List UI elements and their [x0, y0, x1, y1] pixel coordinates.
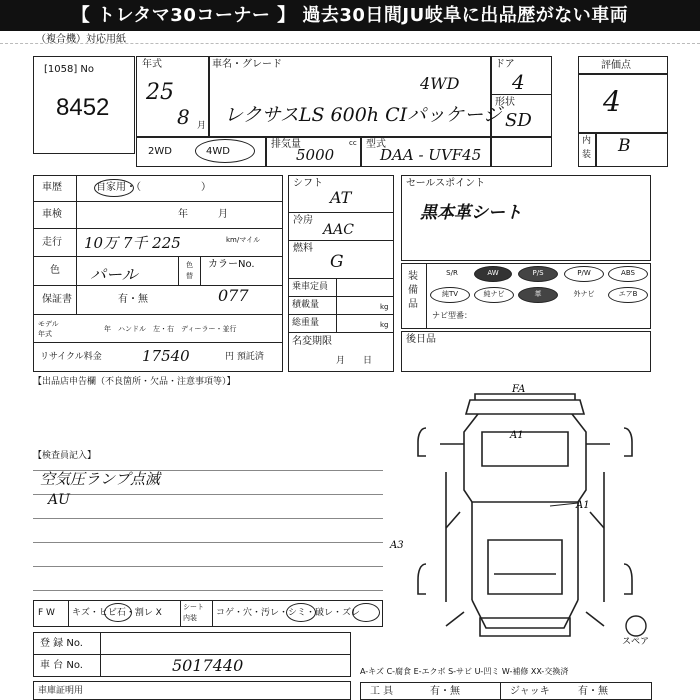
displacement-value: 5000 — [296, 146, 335, 164]
recycle-label: リサイクル料金 — [40, 352, 102, 362]
diagram-mark-hood: A1 — [510, 430, 524, 441]
shift-value: AT — [330, 188, 352, 207]
month-value: 8 — [177, 105, 190, 129]
equip-sr: S/R — [446, 269, 458, 277]
chassis-number: 5017440 — [172, 656, 244, 675]
seat-label-1: シート — [183, 603, 204, 611]
jack-label: ジャッキ — [510, 686, 550, 697]
name-change-label: 名変期限 — [292, 336, 332, 347]
load-unit: kg — [380, 303, 389, 311]
after-items-label: 後日品 — [406, 334, 436, 345]
color-value: パール — [90, 265, 138, 284]
mileage-label: 走行 — [42, 237, 62, 248]
shaken-value: 年 月 — [178, 209, 228, 220]
seat-row: コゲ・穴・汚レ・シミ・破レ・ズレ — [216, 608, 361, 618]
garage-cert-label: 車庫証明用 — [38, 686, 84, 696]
name-change-value: 月 日 — [336, 356, 373, 366]
warranty-label: 保証書 — [42, 294, 72, 305]
ac-value: AAC — [323, 222, 354, 238]
equip-pw: P/W — [577, 269, 591, 277]
drive-note: 4WD — [420, 74, 460, 93]
model-code-label: 型式 — [366, 139, 386, 150]
model-year-label-1: モデル — [38, 320, 59, 328]
capacity-label: 乗車定員 — [292, 282, 329, 292]
cc-unit: cc — [349, 139, 357, 147]
color-no: 077 — [218, 286, 249, 305]
registration-label: 登 録 No. — [40, 638, 83, 649]
model-year-label-2: 年式 — [38, 330, 52, 338]
car-name: レクサスLS 600h CIパッケージ — [224, 104, 502, 126]
equip-aw: AW — [487, 269, 499, 277]
navi-model-label: ナビ型番： — [432, 311, 472, 320]
model-year-row: 年 ハンドル 左・右 ディーラー・並行 — [104, 325, 237, 333]
ac-label: 冷房 — [293, 215, 313, 226]
grade-label: 評価点 — [601, 60, 631, 71]
diagram-mark-side: A1 — [576, 500, 590, 511]
interior-label-2: 装 — [582, 150, 592, 160]
shaken-label: 車検 — [42, 209, 62, 220]
fuel-value: G — [330, 252, 344, 272]
mileage-value: 10万 7千 225 — [84, 234, 181, 252]
stone-chip-circle — [104, 603, 132, 622]
equip-ps: P/S — [532, 269, 544, 277]
load-label: 積載量 — [292, 300, 320, 310]
shape-value: SD — [505, 110, 532, 131]
title-banner: 【 トレタマ30コーナー 】 過去30日間JU岐阜に出品歴がない車両 — [0, 0, 700, 31]
lot-number: 8452 — [56, 94, 110, 121]
recycle-value: 17540 — [142, 347, 190, 365]
equip-leather: 革 — [534, 290, 542, 298]
color-label: 色 — [50, 265, 60, 276]
tools-box — [360, 682, 652, 700]
equip-airbag: エアB — [618, 290, 638, 298]
history-value: 自家用・（ ） — [96, 182, 211, 193]
history-label: 車歴 — [42, 182, 62, 193]
shift-label: シフト — [293, 178, 323, 189]
lot-tag: [1058] No — [44, 64, 95, 75]
fuel-label: 燃料 — [293, 243, 313, 254]
color-no-label: カラーNo. — [208, 259, 255, 270]
drive-2wd: 2WD — [148, 146, 172, 157]
total-label: 総重量 — [292, 318, 320, 328]
grade-score: 4 — [603, 85, 621, 118]
seat-label-2: 内装 — [183, 614, 197, 622]
door-value: 4 — [512, 70, 525, 94]
shift-circle — [352, 603, 380, 622]
total-unit: kg — [380, 321, 389, 329]
fw-label: F W — [38, 608, 55, 618]
equip-tv: 純TV — [441, 290, 459, 298]
recycle-unit: 円 預託済 — [225, 352, 264, 362]
equip-navi: 純ナビ — [483, 290, 505, 298]
paper-type-label: （複合機）対応用紙 — [36, 34, 126, 45]
diagram-mark-left: A3 — [390, 540, 404, 551]
stain-circle — [286, 603, 316, 622]
inspector-note-2: AU — [48, 492, 70, 508]
spare-label: スペア — [622, 637, 650, 647]
sales-point-value: 黒本革シート — [420, 203, 522, 223]
chassis-label: 車 台 No. — [40, 660, 83, 671]
interior-label-1: 内 — [582, 136, 592, 146]
color-change-1: 色 — [186, 261, 193, 269]
model-code: DAA - UVF45 — [380, 146, 482, 164]
defects-header: 【出品店申告欄（不良箇所・欠品・注意事項等）】 — [33, 377, 236, 387]
tools-value: 有・無 — [430, 686, 460, 697]
sales-point-label: セールスポイント — [406, 178, 486, 189]
fw-row: キズ・ヒビ石・割レ X — [72, 608, 162, 618]
year-value: 25 — [146, 80, 174, 105]
jack-value: 有・無 — [578, 686, 608, 697]
equip-abs: ABS — [621, 269, 635, 277]
name-grade-label: 車名・グレード — [212, 59, 282, 70]
equip-ext-navi: 外ナビ — [573, 290, 595, 298]
inspector-note-1: 空気圧ランプ点滅 — [40, 470, 161, 488]
month-unit: 月 — [197, 121, 207, 131]
displacement-label: 排気量 — [271, 139, 301, 150]
car-damage-diagram — [390, 380, 660, 650]
drive-4wd: 4WD — [206, 146, 230, 157]
spare-tire-icon — [626, 616, 646, 636]
warranty-value: 有・無 — [118, 294, 148, 305]
year-label: 年式 — [142, 59, 162, 70]
diagram-mark-front: FA — [512, 384, 526, 395]
equipment-label: 装備品 — [408, 271, 418, 310]
after-items-box — [401, 331, 651, 372]
inspector-header: 【検査員記入】 — [33, 451, 97, 461]
door-label: ドア — [495, 59, 515, 70]
shape-label: 形状 — [495, 97, 515, 108]
color-change-2: 替 — [186, 272, 193, 280]
damage-legend: A-キズ C-腐食 E-エクボ S-サビ U-凹ミ W-補修 XX-交換済 — [360, 667, 569, 676]
tools-label: 工 具 — [370, 686, 394, 697]
mileage-unit: km/マイル — [226, 236, 261, 244]
interior-grade: B — [618, 136, 631, 156]
